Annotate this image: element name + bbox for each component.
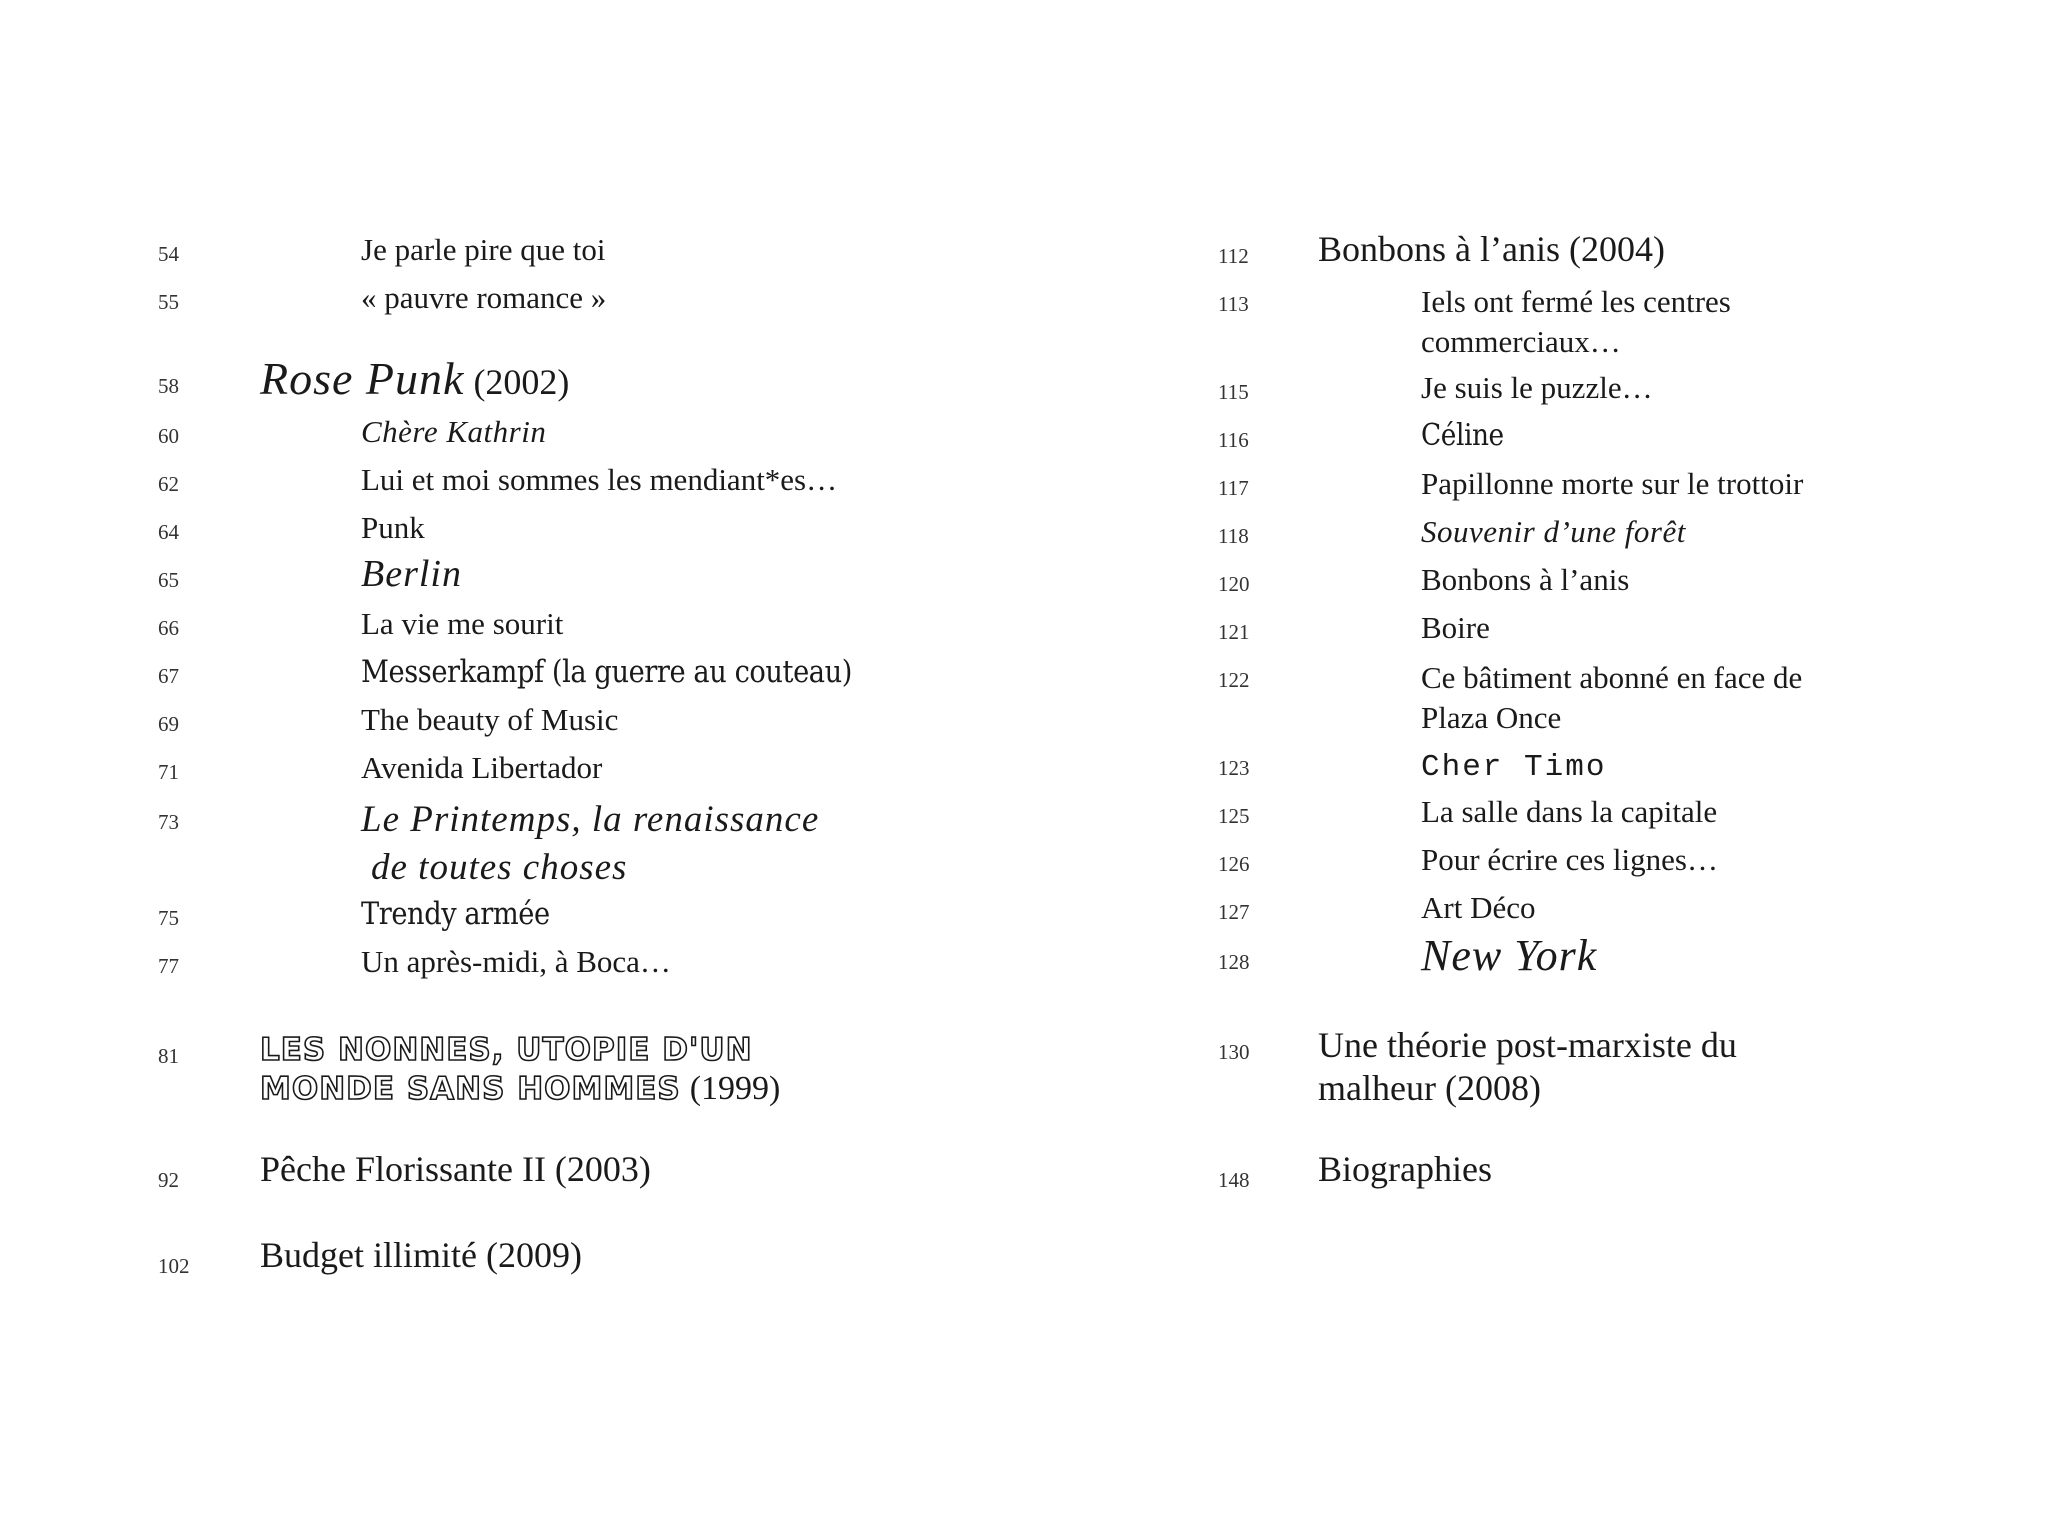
entry-title: Messerkampf (la guerre au couteau) (361, 654, 852, 690)
page-number: 102 (158, 1254, 190, 1278)
page-number: 118 (1218, 524, 1249, 548)
page-number: 65 (158, 568, 179, 592)
page-number: 69 (158, 712, 179, 736)
section-name-line: LES NONNES, UTOPIE D'UN (260, 1032, 753, 1068)
entry-title: Bonbons à l’anis (1421, 562, 1630, 597)
page-number: 123 (1218, 756, 1250, 780)
page-number: 77 (158, 954, 179, 978)
entry-title: Lui et moi sommes les mendiant*es… (361, 462, 838, 497)
entry-title: Je parle pire que toi (361, 232, 606, 267)
page-number: 58 (158, 374, 179, 398)
page-number: 54 (158, 242, 179, 266)
section-year: (1999) (689, 1070, 781, 1107)
page-number: 75 (158, 906, 179, 930)
entry-title (361, 796, 819, 892)
section-name-line: MONDE SANS HOMMES (260, 1071, 681, 1107)
entry-title: The beauty of Music (361, 702, 619, 737)
page-number: 64 (158, 520, 179, 544)
page-number: 115 (1218, 380, 1249, 404)
page-number: 60 (158, 424, 179, 448)
entry-title: Un après-midi, à Boca… (361, 944, 671, 979)
section-title (260, 352, 569, 406)
entry-title: Trendy armée (361, 896, 550, 932)
page-number: 92 (158, 1168, 179, 1192)
entry-title: Berlin (361, 553, 462, 595)
entry-title: Punk (361, 510, 425, 545)
entry-title-line: Plaza Once (1421, 700, 1562, 735)
entry-title: Souvenir d’une forêt (1421, 514, 1686, 549)
section-title: Biographies (1318, 1149, 1492, 1189)
entry-title-line: commerciaux… (1421, 324, 1621, 359)
page-number: 148 (1218, 1168, 1250, 1192)
entry-title: Papillonne morte sur le trottoir (1421, 466, 1804, 501)
page-number: 67 (158, 664, 179, 688)
entry-title: Cher Timo (1421, 750, 1607, 785)
section-name: Rose Punk (260, 353, 465, 404)
entry-title-line: Ce bâtiment abonné en face de (1421, 660, 1803, 695)
entry-title (1421, 658, 1802, 738)
page-number: 81 (158, 1044, 179, 1068)
entry-title (1421, 282, 1731, 362)
section-title (1318, 1024, 1737, 1110)
entry-title: Boire (1421, 610, 1490, 645)
entry-title: « pauvre romance » (361, 280, 607, 315)
section-title: Bonbons à l’anis (2004) (1318, 229, 1665, 269)
entry-title-line: Le Printemps, la renaissance (361, 799, 820, 840)
entry-title: Je suis le puzzle… (1421, 370, 1653, 405)
entry-title: Avenida Libertador (361, 750, 603, 785)
entry-title: Art Déco (1421, 890, 1536, 925)
page-number: 71 (158, 760, 179, 784)
page-number: 125 (1218, 804, 1250, 828)
section-title: Budget illimité (2009) (260, 1235, 582, 1275)
page-number: 121 (1218, 620, 1250, 644)
entry-title: Pour écrire ces lignes… (1421, 842, 1718, 877)
page-number: 62 (158, 472, 179, 496)
entry-title: La salle dans la capitale (1421, 794, 1718, 829)
page-number: 126 (1218, 852, 1250, 876)
toc-right-column (1020, 0, 2020, 1535)
page-number: 128 (1218, 950, 1250, 974)
page-number: 127 (1218, 900, 1250, 924)
page-number: 66 (158, 616, 179, 640)
entry-title: Céline (1421, 418, 1504, 453)
page-number: 120 (1218, 572, 1250, 596)
page-number: 116 (1218, 428, 1249, 452)
page-number: 113 (1218, 292, 1249, 316)
page-number: 112 (1218, 244, 1249, 268)
page-number: 55 (158, 290, 179, 314)
toc-left-column (0, 0, 1000, 1535)
section-title-line: malheur (2008) (1318, 1068, 1541, 1108)
entry-title: La vie me sourit (361, 606, 564, 641)
entry-title-line: de toutes choses (371, 847, 628, 888)
page-number: 73 (158, 810, 179, 834)
entry-title: New York (1421, 931, 1598, 980)
section-title: Pêche Florissante II (2003) (260, 1149, 651, 1189)
section-title-line: Une théorie post-marxiste du (1318, 1025, 1737, 1065)
page-number: 130 (1218, 1040, 1250, 1064)
page-number: 122 (1218, 668, 1250, 692)
entry-title-line: Iels ont fermé les centres (1421, 284, 1731, 319)
section-title (260, 1030, 780, 1108)
page-number: 117 (1218, 476, 1249, 500)
entry-title: Chère Kathrin (361, 414, 547, 449)
section-year: (2002) (473, 362, 570, 402)
